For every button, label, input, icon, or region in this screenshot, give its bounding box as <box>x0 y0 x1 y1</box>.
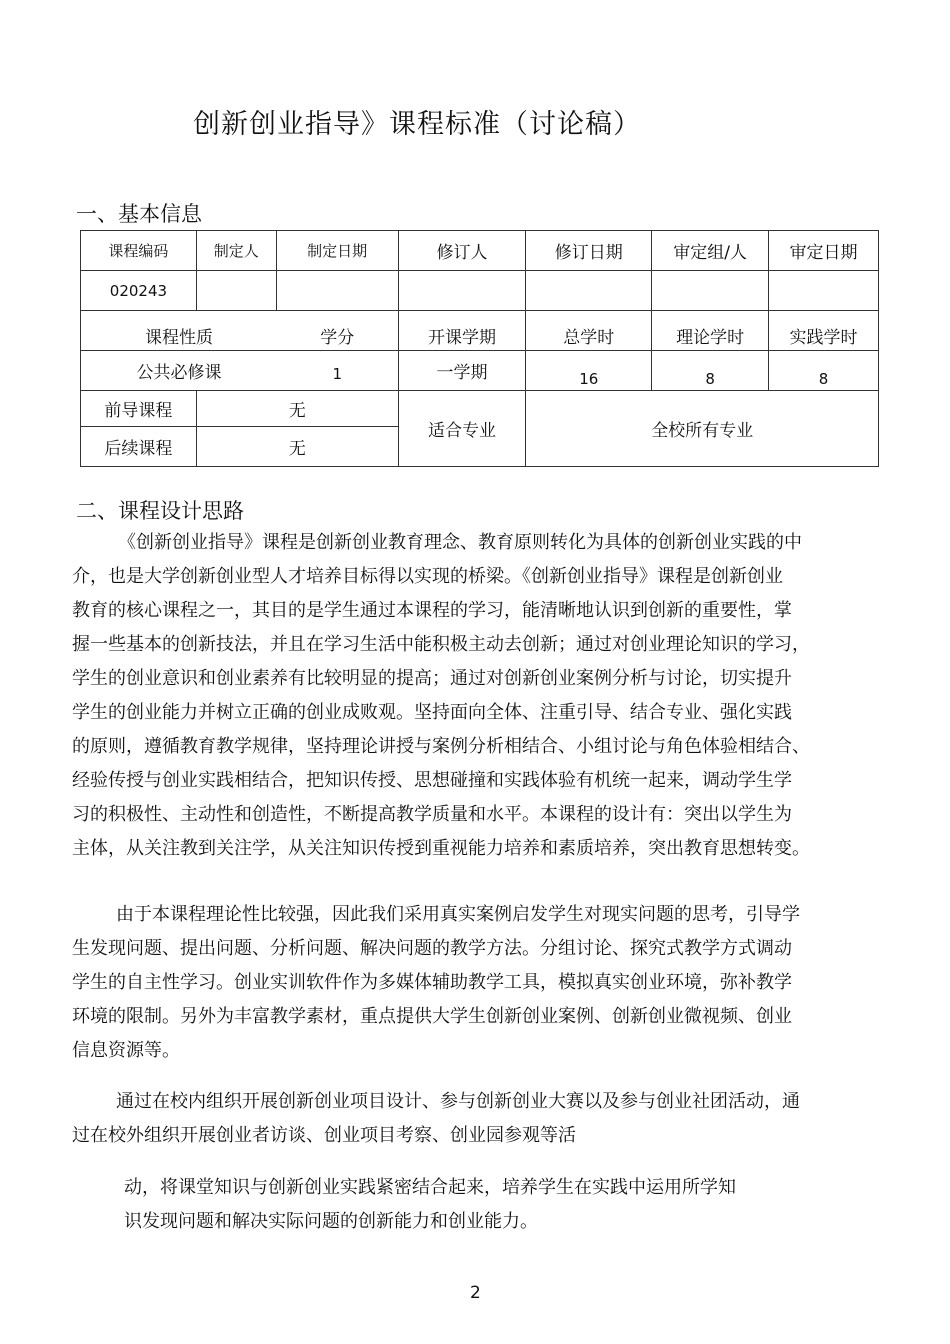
table-cell: 审定日期 <box>769 231 879 271</box>
table-cell: 一学期 <box>398 351 526 391</box>
table-cell: 适合专业 <box>398 391 526 467</box>
text-line: 主体，从关注教到关注学，从关注知识传授到重视能力培养和素质培养，突出教育思想转变。 <box>72 838 810 859</box>
table-cell <box>398 271 526 311</box>
table-row <box>81 271 879 311</box>
paragraph-4 <box>124 1171 884 1239</box>
text-line: 环境的限制。另外为丰富教学素材，重点提供大学生创新创业案例、创新创业微视频、创业 <box>72 1006 792 1027</box>
table-cell: 全校所有专业 <box>526 391 879 467</box>
table-cell: 开课学期 <box>398 311 526 351</box>
table-cell: 020243 <box>81 271 197 311</box>
table-cell: 审定组/人 <box>652 231 769 271</box>
text-line: 介，也是大学创新创业型人才培养目标得以实现的桥梁。《创新创业指导》课程是创新创业 <box>72 566 783 587</box>
table-cell <box>526 271 652 311</box>
text-line: 动，将课堂知识与创新创业实践紧密结合起来，培养学生在实践中运用所学知 <box>124 1177 736 1198</box>
text-line: 信息资源等。 <box>72 1040 180 1061</box>
table-cell: 总学时 <box>526 311 652 351</box>
text-line: 习的积极性、主动性和创造性，不断提高教学质量和水平。本课程的设计有：突出以学生为 <box>72 804 792 825</box>
text-line: 学生的创业意识和创业素养有比较明显的提高；通过对创新创业案例分析与讨论，切实提升 <box>72 668 792 689</box>
table-cell: 课程编码 <box>81 231 197 271</box>
table-cell: 1 <box>332 365 343 383</box>
table-row <box>81 323 398 348</box>
page-number: 2 <box>470 1283 481 1303</box>
table-cell: 无 <box>196 391 398 427</box>
text-line: 识发现问题和解决实际问题的创新能力和创业能力。 <box>124 1211 538 1232</box>
text-line: 生发现问题、提出问题、分析问题、解决问题的教学方法。分组讨论、探究式教学方式调动 <box>72 938 792 959</box>
table-cell <box>769 271 879 311</box>
table-cell: 后续课程 <box>81 427 197 467</box>
nested-value-layout <box>81 358 398 383</box>
text-line: 通过在校内组织开展创新创业项目设计、参与创新创业大赛以及参与创业社团活动，通 <box>116 1091 800 1112</box>
table-row <box>81 231 879 271</box>
section-heading-course-design: 二、课程设计思路 <box>76 499 244 523</box>
table-cell: 实践学时 <box>769 311 879 351</box>
section-heading-basic-info: 一、基本信息 <box>76 202 202 226</box>
table-cell: 修订日期 <box>526 231 652 271</box>
basic-info-table <box>80 230 879 467</box>
table-cell: 8 <box>652 351 769 391</box>
table-cell: 8 <box>769 351 879 391</box>
text-line: 过在校外组织开展创业者访谈、创业项目考察、创业园参观等活 <box>72 1125 576 1146</box>
table-cell: 理论学时 <box>652 311 769 351</box>
table-cell: 制定日期 <box>276 231 398 271</box>
table-cell <box>81 311 399 351</box>
table-cell <box>196 271 276 311</box>
text-line: 的原则，遵循教育教学规律，坚持理论讲授与案例分析相结合、小组讨论与角色体验相结合、 <box>72 736 810 757</box>
table-cell: 无 <box>196 427 398 467</box>
table-cell <box>276 271 398 311</box>
table-cell: 学分 <box>320 328 355 348</box>
table-row <box>81 311 879 351</box>
text-line: 经验传授与创业实践相结合，把知识传授、思想碰撞和实践体验有机统一起来，调动学生学 <box>72 770 792 791</box>
table-cell: 16 <box>526 351 652 391</box>
table-cell: 前导课程 <box>81 391 197 427</box>
table-row <box>81 358 398 383</box>
nested-header-layout <box>81 323 398 348</box>
paragraph-2 <box>72 898 892 1068</box>
table-cell: 公共必修课 <box>136 363 222 383</box>
text-line: 学生的创业能力并树立正确的创业成败观。坚持面向全体、注重引导、结合专业、强化实践 <box>72 702 792 723</box>
paragraph-3 <box>72 1085 892 1153</box>
table-cell <box>81 351 399 391</box>
text-line: 由于本课程理论性比较强，因此我们采用真实案例启发学生对现实问题的思考，引导学 <box>116 904 800 925</box>
text-line: 《创新创业指导》课程是创新创业教育理念、教育原则转化为具体的创新创业实践的中 <box>118 532 802 553</box>
paragraph-1 <box>72 526 892 866</box>
table-cell: 制定人 <box>196 231 276 271</box>
document-title: 创新创业指导》课程标准（讨论稿） <box>193 109 641 140</box>
text-line: 学生的自主性学习。创业实训软件作为多媒体辅助教学工具，模拟真实创业环境，弥补教学 <box>72 972 792 993</box>
table-row <box>81 351 879 391</box>
text-line: 教育的核心课程之一，其目的是学生通过本课程的学习，能清晰地认识到创新的重要性，掌 <box>72 600 792 621</box>
text-line: 握一些基本的创新技法，并且在学习生活中能积极主动去创新；通过对创业理论知识的学习， <box>72 634 810 655</box>
table-cell: 课程性质 <box>145 328 213 348</box>
table-cell <box>652 271 769 311</box>
table-cell: 修订人 <box>398 231 526 271</box>
table-row <box>81 391 879 427</box>
